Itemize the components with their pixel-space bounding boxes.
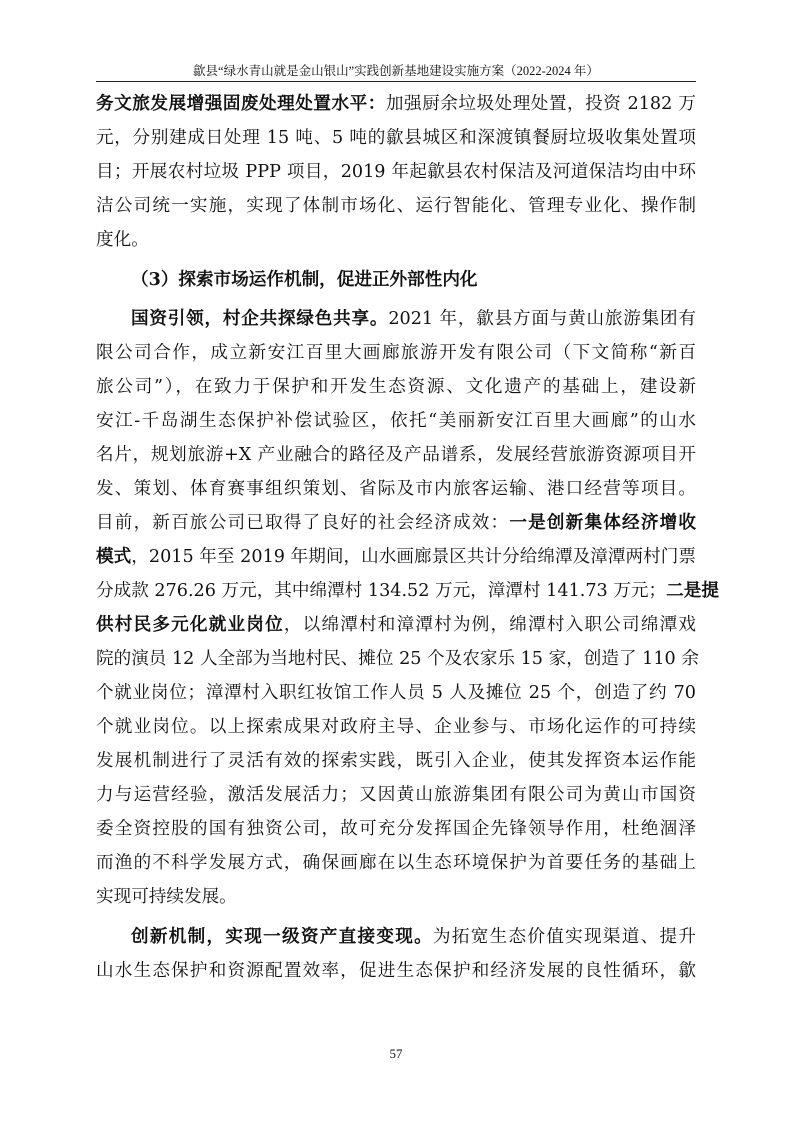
- text-line: 名片，规划旅游+X 产业融合的路径及产品谱系，发展经营旅游资源项目开: [96, 445, 696, 465]
- text-line: 而渔的不科学发展方式，确保画廊在以生态环境保护为首要任务的基础上: [96, 853, 696, 873]
- text-line: 旅公司”），在致力于保护和开发生态资源、文化遗产的基础上，建设新: [96, 377, 696, 397]
- text-line: [96, 540, 696, 574]
- header-rule: [96, 81, 696, 82]
- text-span: 为拓宽生态价值实现渠道、提升: [433, 927, 696, 947]
- text-line: 山水生态保护和资源配置效率，促进生态保护和经济发展的良性循环，歙: [96, 961, 696, 981]
- text-line: [96, 302, 696, 336]
- text-line: 发、策划、体育赛事组织策划、省际及市内旅客运输、港口经营等项目。: [96, 479, 696, 499]
- text-line: 洁公司统一实施，实现了体制市场化、运行智能化、管理专业化、操作制: [96, 196, 696, 216]
- text-line: [96, 920, 696, 954]
- bold-phrase: 创新机制，实现一级资产直接变现。: [131, 926, 434, 947]
- text-line: 力与运营经验，激活发展活力；又因黄山旅游集团有限公司为黄山市国资: [96, 785, 696, 805]
- text-line: 个就业岗位。以上探索成果对政府主导、企业参与、市场化运作的可持续: [96, 717, 696, 737]
- text-line: 度化。: [96, 230, 149, 250]
- text-span: ，以绵潭村和漳潭村为例，绵潭村入职公司绵潭戏: [283, 615, 696, 635]
- text-line: 委全资控股的国有独资公司，故可充分发挥国企先锋领导作用，杜绝涸泽: [96, 819, 696, 839]
- running-header: 歙县“绿水青山就是金山银山”实践创新基地建设实施方案（2022-2024 年）: [193, 64, 599, 78]
- bold-phrase: 二是提: [666, 580, 719, 601]
- text-span: 加强厨余垃圾处理处置，投资 2182 万: [385, 94, 696, 114]
- text-line: 限公司合作，成立新安江百里大画廊旅游开发有限公司（下文简称“新百: [96, 343, 696, 363]
- text-line: 目；开展农村垃圾 PPP 项目，2019 年起歙县农村保洁及河道保洁均由中环: [96, 162, 696, 182]
- bold-phrase: 供村民多元化就业岗位: [96, 614, 284, 635]
- bold-phrase: 一是创新集体经济增收: [509, 512, 696, 533]
- bold-phrase: 务文旅发展增强固废处理处置水平：: [96, 93, 386, 114]
- section-heading: [96, 263, 696, 297]
- section-heading-text: （3）探索市场运作机制，促进正外部性内化: [131, 269, 478, 290]
- text-line: 安江-千岛湖生态保护补偿试验区，依托“美丽新安江百里大画廊”的山水: [96, 411, 696, 431]
- bold-phrase: 国资引领，村企共探绿色共享。: [131, 308, 389, 329]
- text-line: [96, 87, 696, 121]
- text-line: [96, 608, 696, 642]
- text-line: 个就业岗位；漳潭村入职红妆馆工作人员 5 人及摊位 25 个，创造了约 70: [96, 683, 696, 703]
- text-line: [96, 574, 719, 608]
- text-line: 元，分别建成日处理 15 吨、5 吨的歙县城区和深渡镇餐厨垃圾收集处置项: [96, 128, 696, 148]
- text-span: 目前，新百旅公司已取得了良好的社会经济成效：: [96, 513, 510, 533]
- text-span: ，2015 年至 2019 年期间，山水画廊景区共计分给绵潭及漳潭两村门票: [131, 547, 696, 567]
- text-line: 实现可持续发展。: [96, 887, 237, 907]
- text-span: 2021 年，歙县方面与黄山旅游集团有: [388, 309, 696, 329]
- text-line: 院的演员 12 人全部为当地村民、摊位 25 个及农家乐 15 家，创造了 110 余: [96, 649, 699, 669]
- text-line: [96, 506, 696, 540]
- text-span: 分成款 276.26 万元，其中绵潭村 134.52 万元，漳潭村 141.73 万元；: [96, 581, 667, 601]
- page-number: 57: [389, 1046, 403, 1061]
- bold-phrase: 模式: [96, 546, 132, 567]
- text-line: 发展机制进行了灵活有效的探索实践，既引入企业，使其发挥资本运作能: [96, 751, 696, 771]
